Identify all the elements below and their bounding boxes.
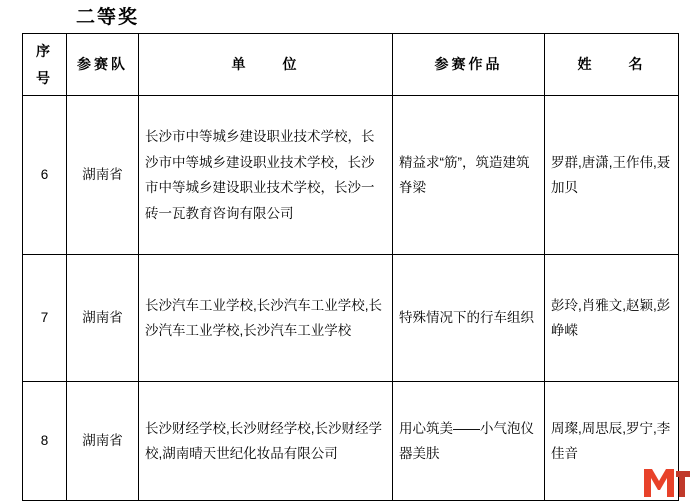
cell-work: 用心筑美——小气泡仪器美肤: [393, 382, 545, 501]
cell-unit: 长沙财经学校,长沙财经学校,长沙财经学校,湖南晴天世纪化妆品有限公司: [139, 382, 393, 501]
cell-work: 精益求“筋”，筑造建筑脊梁: [393, 96, 545, 255]
cell-unit: 长沙市中等城乡建设职业技术学校，长沙市中等城乡建设职业技术学校，长沙市中等城乡建设职业技术学校，长沙一砖一瓦教育咨询有限公司: [139, 96, 393, 255]
award-table: [22, 33, 679, 501]
column-header-unit: 单 位: [139, 34, 393, 96]
cell-team: 湖南省: [67, 96, 139, 255]
cell-no: 6: [23, 96, 67, 255]
table-header-row: [23, 34, 679, 96]
cell-work: 特殊情况下的行车组织: [393, 255, 545, 382]
column-header-name: 姓 名: [545, 34, 679, 96]
cell-team: 湖南省: [67, 255, 139, 382]
table-body: [23, 96, 679, 501]
cell-name: 周璨,周思辰,罗宁,李佳音: [545, 382, 679, 501]
cell-no: 8: [23, 382, 67, 501]
column-header-work: 参赛作品: [393, 34, 545, 96]
page-title: 二等奖: [76, 7, 140, 28]
column-header-team: 参赛队: [67, 34, 139, 96]
table-row: [23, 382, 679, 501]
cell-name: 罗群,唐潇,王作伟,聂加贝: [545, 96, 679, 255]
brand-logo-mark-icon: [640, 461, 692, 501]
cell-name: 彭玲,肖雅文,赵颖,彭峥嵘: [545, 255, 679, 382]
cell-no: 7: [23, 255, 67, 382]
cell-unit: 长沙汽车工业学校,长沙汽车工业学校,长沙汽车工业学校,长沙汽车工业学校: [139, 255, 393, 382]
table-row: [23, 255, 679, 382]
table-row: [23, 96, 679, 255]
cell-team: 湖南省: [67, 382, 139, 501]
table-header: [23, 34, 679, 96]
column-header-no: 序 号: [23, 34, 67, 96]
